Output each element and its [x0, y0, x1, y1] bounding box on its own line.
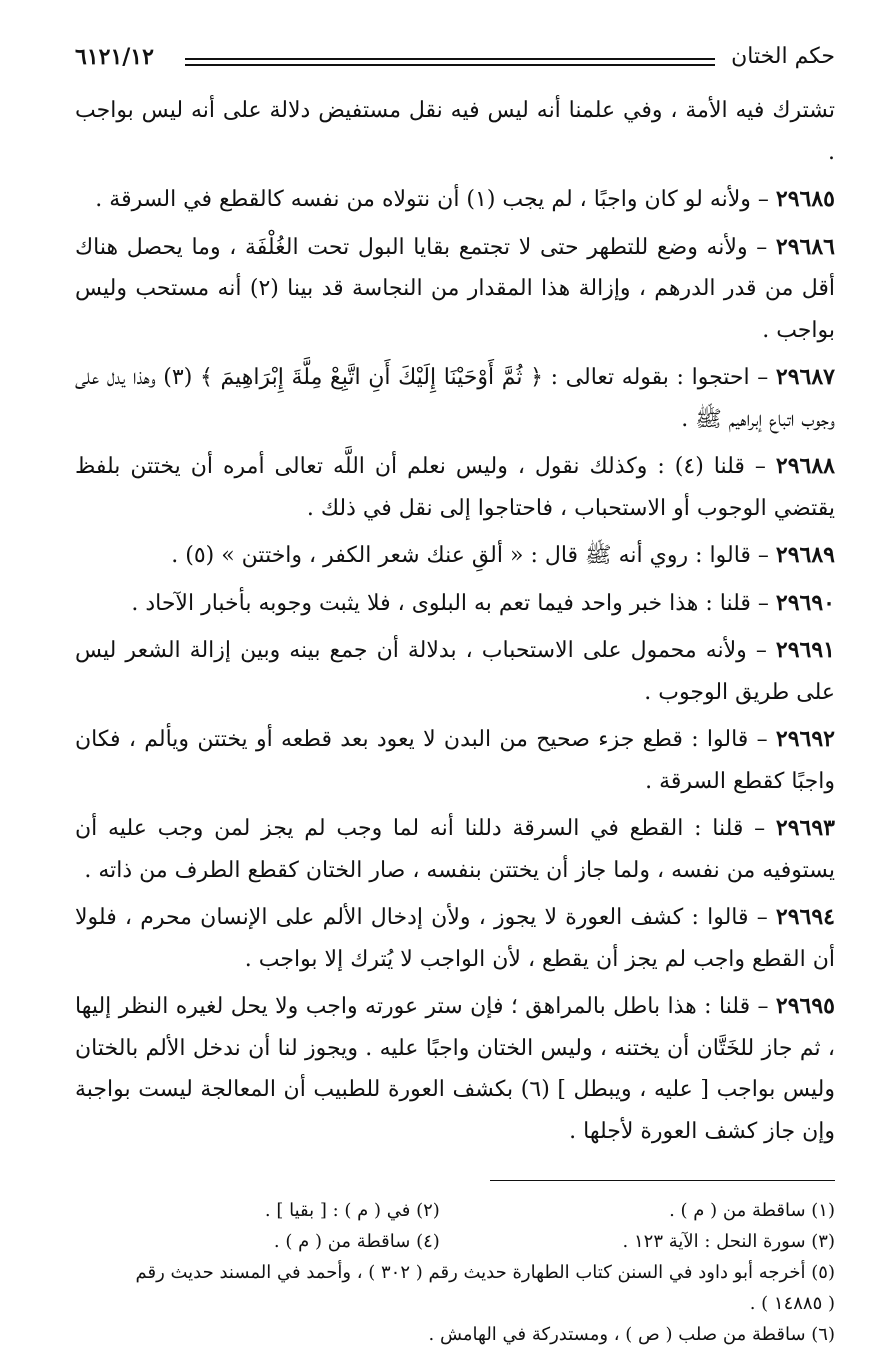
paragraph-text: – قلنا : القطع في السرقة دللنا أنه لما وجب لم يجز لمن وجب عليه أن يستوفيه من نفسه ، ولما جاز أن يختتن بنفسه ، صار الختان كقطع الطرف من ذاته . — [75, 816, 835, 883]
paragraph-text: – قالوا : كشف العورة لا يجوز ، ولأن إدخال الألم على الإنسان محرم ، فلولا أن القطع واجب لم يجز أن يقطع ، لأن الواجب لا يُترك إلا بواجب . — [75, 905, 835, 972]
paragraph-text: – ولأنه وضع للتطهر حتى لا تجتمع بقايا البول تحت الغُلْفَة ، وما يحصل هناك أقل من قدر الدرهم ، وإزالة هذا المقدار من النجاسة قد بينا (٢) أنه مستحب وليس بواجب . — [75, 234, 835, 343]
footnotes — [75, 1195, 835, 1350]
running-title: حكم الختان — [731, 44, 835, 69]
paragraph — [75, 227, 835, 352]
paragraph-text: – ولأنه محمول على الاستحباب ، بدلالة أن جمع بينه وبين إزالة الشعر ليس على طريق الوجوب . — [75, 638, 835, 705]
header-rule — [185, 64, 715, 66]
paragraph — [75, 583, 835, 625]
footnote-5-continued: ( ١٤٨٨٥ ) . — [749, 1293, 835, 1314]
main-text — [75, 90, 835, 1152]
paragraph — [75, 90, 835, 173]
paragraph-text: – ولأنه لو كان واجبًا ، لم يجب (١) أن نتولاه من نفسه كالقطع في السرقة . — [95, 187, 776, 212]
paragraph-text: تشترك فيه الأمة ، وفي علمنا أنه ليس فيه نقل مستفيض دلالة على أنه ليس بواجب . — [75, 98, 835, 165]
footnote-separator — [490, 1180, 835, 1181]
paragraph-number: ٢٩٦٨٩ — [775, 542, 835, 568]
page-number: ٦١٢١/١٢ — [75, 44, 154, 70]
paragraph-text: – احتجوا : بقوله تعالى : ﴿ ثُمَّ أَوْحَيْنَا إِلَيْكَ أَنِ اتَّبِعْ مِلَّةَ إِبْرَاهِيمَ ﴾ (٣) وهذا يدل على وجوب اتباع إبراهيم ﷺ . — [75, 365, 835, 432]
paragraph — [75, 357, 835, 440]
footnote-5: (٥) أخرجه أبو داود في السنن كتاب الطهارة حديث رقم ( ٣٠٢ ) ، وأحمد في المسند حديث رقم — [135, 1262, 835, 1283]
footnote-row — [75, 1226, 835, 1257]
footnote-2: (٢) في ( م ) : [ بقيا ] . — [264, 1200, 440, 1221]
paragraph — [75, 986, 835, 1152]
paragraph-text: – قلنا : هذا باطل بالمراهق ؛ فإن ستر عورته واجب ولا يحل لغيره النظر إليها ، ثم جاز للخَتَّان أن يختنه ، وليس الختان واجبًا عليه . ويجوز لنا أن ندخل الألم بالختان وليس بواجب [ عليه ، ويبطل ] (٦) بكشف العورة للطبيب أن المعالجة ليست بواجبة وإن جاز كشف العورة لأجلها . — [75, 994, 836, 1144]
paragraph-number: ٢٩٦٨٧ — [775, 364, 835, 390]
paragraph — [75, 808, 835, 891]
paragraph — [75, 897, 835, 980]
footnote-4: (٤) ساقطة من ( م ) . — [273, 1231, 440, 1252]
paragraph-number: ٢٩٦٨٥ — [775, 186, 835, 212]
paragraph — [75, 719, 835, 802]
header-rule — [185, 58, 715, 60]
paragraph — [75, 535, 835, 577]
paragraph-number: ٢٩٦٩٢ — [775, 726, 835, 752]
paragraph — [75, 446, 835, 529]
paragraph-text: – قالوا : قطع جزء صحيح من البدن لا يعود بعد قطعه أو يختتن ويألم ، فكان واجبًا كقطع السرقة . — [75, 727, 835, 794]
paragraph-number: ٢٩٦٨٨ — [775, 453, 835, 479]
footnote-1: (١) ساقطة من ( م ) . — [669, 1200, 835, 1221]
paragraph-text: – قلنا : هذا خبر واحد فيما تعم به البلوى ، فلا يثبت وجوبه بأخبار الآحاد . — [131, 590, 776, 616]
book-page — [75, 40, 835, 1350]
paragraph-number: ٢٩٦٩٤ — [775, 904, 835, 930]
paragraph-text: – قلنا (٤) : وكذلك نقول ، وليس نعلم أن اللَّه تعالى أمره أن يختتن بلفظ يقتضي الوجوب أو الاستحباب ، فاحتاجوا إلى نقل في ذلك . — [75, 454, 835, 521]
paragraph-text: – قالوا : روي أنه ﷺ قال : « ألقِ عنك شعر الكفر ، واختتن » (٥) . — [171, 543, 776, 568]
paragraph-number: ٢٩٦٩١ — [775, 637, 835, 663]
paragraph — [75, 630, 835, 713]
footnote-6: (٦) ساقطة من صلب ( ص ) ، ومستدركة في الهامش . — [428, 1324, 835, 1345]
paragraph — [75, 179, 835, 221]
paragraph-number: ٢٩٦٨٦ — [775, 233, 835, 260]
paragraph-number: ٢٩٦٩٣ — [775, 815, 835, 841]
footnote-3: (٣) سورة النحل : الآية ١٢٣ . — [622, 1231, 835, 1252]
paragraph-number: ٢٩٦٩٠ — [775, 589, 835, 616]
running-header — [75, 40, 835, 90]
footnote-row — [75, 1195, 835, 1226]
paragraph-number: ٢٩٦٩٥ — [775, 993, 835, 1019]
